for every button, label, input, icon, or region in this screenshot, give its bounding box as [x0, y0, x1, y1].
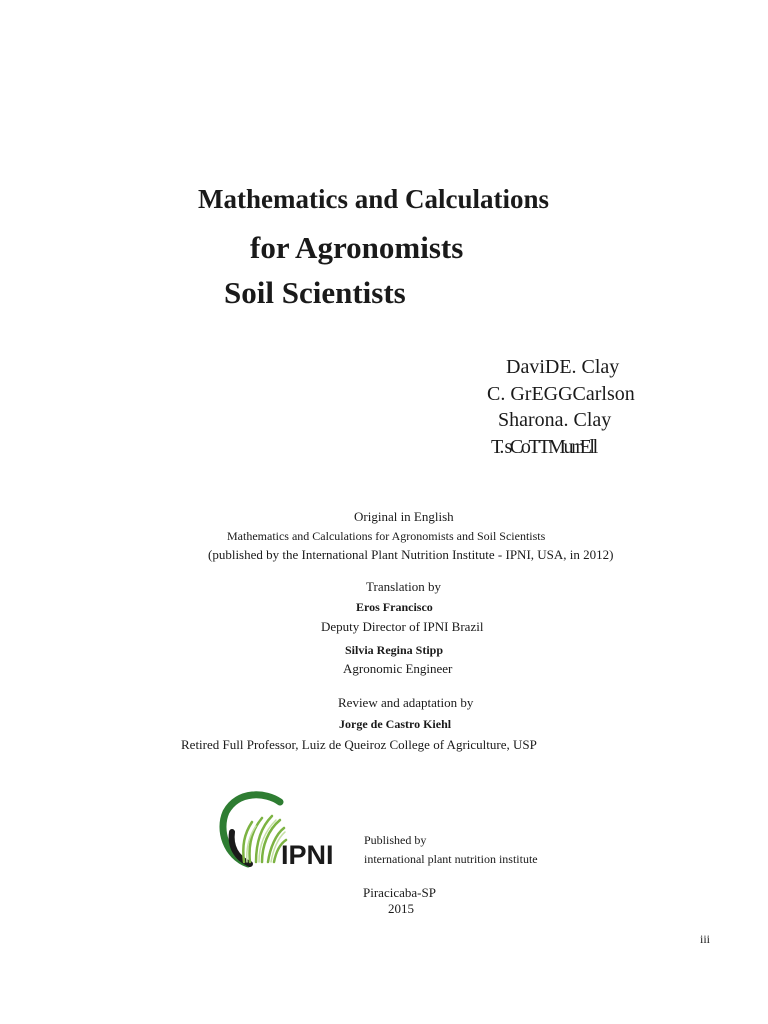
original-title: Mathematics and Calculations for Agronomists and Soil Scientists — [227, 529, 546, 543]
published-by-label: Published by — [364, 833, 427, 847]
title-line-1: Mathematics and Calculations — [198, 184, 549, 214]
author-1: DaviDE. Clay — [506, 356, 620, 378]
translator-2-name: Silvia Regina Stipp — [345, 643, 444, 657]
ipni-logo-text: IPNI — [281, 840, 334, 870]
ipni-leaf-icon — [218, 790, 350, 870]
institute-name: international plant nutrition institute — [364, 852, 538, 866]
author-2: C. GrEGGCarlson — [487, 383, 635, 405]
author-3: Sharona. Clay — [498, 409, 612, 431]
review-heading: Review and adaptation by — [338, 695, 474, 710]
title-line-3: Soil Scientists — [224, 275, 406, 310]
reviewer-name: Jorge de Castro Kiehl — [339, 717, 452, 731]
title-line-2: for Agronomists — [250, 230, 464, 265]
translator-2-role: Agronomic Engineer — [343, 661, 453, 676]
reviewer-role: Retired Full Professor, Luiz de Queiroz College of Agriculture, USP — [181, 737, 537, 752]
translator-1-name: Eros Francisco — [356, 600, 433, 614]
page-number: iii — [700, 932, 711, 946]
year: 2015 — [388, 901, 414, 916]
original-note: (published by the International Plant Nutrition Institute - IPNI, USA, in 2012) — [208, 547, 614, 562]
original-heading: Original in English — [354, 509, 454, 524]
author-4: T. sCoTTMurrEll — [491, 436, 596, 458]
translation-heading: Translation by — [366, 579, 441, 594]
place: Piracicaba-SP — [363, 885, 436, 900]
translator-1-role: Deputy Director of IPNI Brazil — [321, 619, 484, 634]
ipni-logo — [218, 790, 350, 870]
